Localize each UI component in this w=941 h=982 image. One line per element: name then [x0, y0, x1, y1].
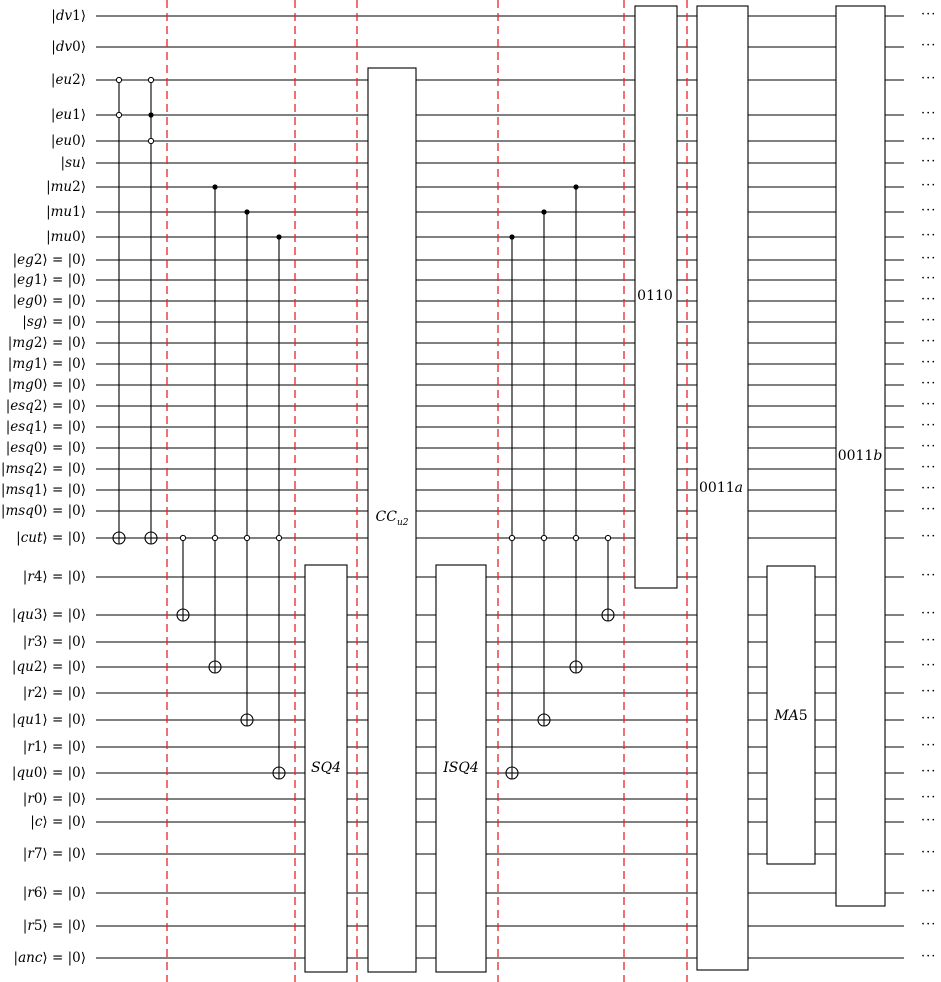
- gate-0011b-num: 0011: [837, 448, 874, 464]
- continuation-dots: ···: [921, 813, 937, 828]
- wire-label-eg0: |eg0⟩ = |0⟩: [12, 293, 86, 309]
- controlled-ops: [113, 77, 614, 779]
- wire-label-mg0: |mg0⟩ = |0⟩: [7, 377, 86, 393]
- wire-label-eg1: |eg1⟩ = |0⟩: [12, 272, 86, 288]
- controlled-op-7: [506, 234, 518, 779]
- target-xor: [177, 609, 189, 621]
- controlled-op-6: [273, 234, 285, 779]
- wire-label-r5: |r5⟩ = |0⟩: [22, 918, 86, 934]
- gate-ccu2-label: [376, 509, 409, 531]
- control-dot-filled: [509, 234, 514, 239]
- wire-label-dv1: |dv1⟩: [51, 8, 86, 24]
- target-xor: [209, 661, 221, 673]
- gate-0011a-label: [699, 480, 743, 496]
- control-dot-open: [116, 112, 121, 117]
- continuation-dots: ···: [921, 313, 937, 328]
- continuation-dots: ···: [921, 949, 937, 964]
- continuation-dots: ···: [921, 738, 937, 753]
- continuation-dots: ···: [921, 764, 937, 779]
- wire-label-sg: |sg⟩ = |0⟩: [22, 314, 86, 330]
- control-dot-filled: [148, 112, 153, 117]
- wire-label-mu0: |mu0⟩: [46, 229, 86, 245]
- wire-label-mg1: |mg1⟩ = |0⟩: [7, 356, 86, 372]
- gate-isq4-label: ISQ4: [443, 760, 479, 776]
- continuation-dots: ···: [921, 397, 937, 412]
- wire-label-su: |su⟩: [60, 155, 86, 171]
- wire-label-esq0: |esq0⟩ = |0⟩: [5, 440, 86, 456]
- continuation-dots: ···: [921, 355, 937, 370]
- target-xor: [506, 767, 518, 779]
- target-xor: [273, 767, 285, 779]
- gate-boxes: [305, 6, 885, 972]
- gate-0011b-suffix: b: [873, 448, 883, 464]
- continuation-dots: ···: [921, 334, 937, 349]
- continuation-dots: ···: [921, 251, 937, 266]
- continuation-dots: ···: [921, 845, 937, 860]
- target-xor: [570, 661, 582, 673]
- wire-label-r6: |r6⟩ = |0⟩: [22, 885, 86, 901]
- continuation-dots: ···: [921, 633, 937, 648]
- controlled-op-9: [570, 184, 582, 673]
- control-dot-open: [509, 535, 514, 540]
- control-dot-open: [148, 138, 153, 143]
- controlled-op-2: [145, 77, 157, 544]
- gate-0011a-suffix: a: [734, 480, 743, 496]
- gate-sq4-label: SQ4: [311, 760, 341, 776]
- target-xor: [602, 609, 614, 621]
- controlled-op-3: [177, 535, 189, 621]
- continuation-dots: ···: [921, 711, 937, 726]
- wire-label-esq1: |esq1⟩ = |0⟩: [5, 419, 86, 435]
- controlled-op-5: [241, 209, 253, 726]
- continuation-dots: ···: [921, 178, 937, 193]
- wire-label-qu0: |qu0⟩ = |0⟩: [11, 765, 86, 781]
- continuation-dots: ···: [921, 606, 937, 621]
- continuation-dots: ···: [921, 418, 937, 433]
- control-dot-open: [276, 535, 281, 540]
- gate-ccu2-base: CC: [375, 509, 397, 526]
- wire-label-msq1: |msq1⟩ = |0⟩: [0, 482, 86, 498]
- wire-label-eg2: |eg2⟩ = |0⟩: [12, 252, 86, 268]
- wire-label-mu2: |mu2⟩: [46, 179, 86, 195]
- wire-label-dv0: |dv0⟩: [51, 39, 86, 55]
- wire-label-eu0: |eu0⟩: [50, 133, 86, 149]
- continuation-dots: ···: [921, 684, 937, 699]
- continuation-dots: ···: [921, 7, 937, 22]
- gate-ccu2-sub: u2: [396, 517, 409, 528]
- continuation-dots: ···: [921, 71, 937, 86]
- wire-label-cut: |cut⟩ = |0⟩: [16, 530, 86, 546]
- wire-label-r7: |r7⟩ = |0⟩: [22, 846, 86, 862]
- wire-label-r2: |r2⟩ = |0⟩: [22, 685, 86, 701]
- control-dot-filled: [244, 209, 249, 214]
- gate-ma5-label: [774, 708, 807, 724]
- continuation-dots: ···: [921, 658, 937, 673]
- wire-label-c: |c⟩ = |0⟩: [30, 814, 86, 830]
- wire-label-eu1: |eu1⟩: [50, 107, 86, 123]
- target-xor: [241, 714, 253, 726]
- wire-label-r4: |r4⟩ = |0⟩: [22, 569, 86, 585]
- control-dot-open: [212, 535, 217, 540]
- control-dot-open: [148, 77, 153, 82]
- controlled-op-1: [113, 77, 125, 544]
- continuation-dots: ···: [921, 790, 937, 805]
- wire-label-qu2: |qu2⟩ = |0⟩: [11, 659, 86, 675]
- continuation-dots: ···: [921, 917, 937, 932]
- continuation-dots: ···: [921, 106, 937, 121]
- control-dot-filled: [573, 184, 578, 189]
- wire-label-qu3: |qu3⟩ = |0⟩: [11, 607, 86, 623]
- control-dot-open: [605, 535, 610, 540]
- continuation-dots: ···: [921, 132, 937, 147]
- continuation-dots: ···: [921, 460, 937, 475]
- target-xor: [538, 714, 550, 726]
- gate-0110-label: 0110: [637, 288, 673, 304]
- continuation-dots: ···: [921, 292, 937, 307]
- wire-label-msq2: |msq2⟩ = |0⟩: [0, 461, 86, 477]
- wire-label-mg2: |mg2⟩ = |0⟩: [7, 335, 86, 351]
- control-dot-open: [541, 535, 546, 540]
- wire-label-eu2: |eu2⟩: [50, 72, 86, 88]
- target-xor: [113, 532, 125, 544]
- wire-label-r0: |r0⟩ = |0⟩: [22, 791, 86, 807]
- wire-label-r1: |r1⟩ = |0⟩: [22, 739, 86, 755]
- continuation-dots: ···: [921, 884, 937, 899]
- wire-label-qu1: |qu1⟩ = |0⟩: [11, 712, 86, 728]
- continuation-dots: ···: [921, 203, 937, 218]
- wire-label-esq2: |esq2⟩ = |0⟩: [5, 398, 86, 414]
- target-xor: [145, 532, 157, 544]
- continuation-dots: ···: [921, 38, 937, 53]
- continuation-dots: ···: [921, 154, 937, 169]
- control-dot-filled: [212, 184, 217, 189]
- gate-0011b-label: [838, 448, 883, 464]
- wire-label-msq0: |msq0⟩ = |0⟩: [0, 503, 86, 519]
- gate-ma5-num: 5: [798, 708, 808, 724]
- continuation-dots: ···: [921, 568, 937, 583]
- wire-label-r3: |r3⟩ = |0⟩: [22, 634, 86, 650]
- controlled-op-10: [602, 535, 614, 621]
- control-dot-filled: [541, 209, 546, 214]
- controlled-op-8: [538, 209, 550, 726]
- continuation-dots: ···: [921, 529, 937, 544]
- continuation-dots: ···: [921, 376, 937, 391]
- controlled-op-4: [209, 184, 221, 673]
- continuation-dots: ···: [921, 228, 937, 243]
- continuation-dots: ···: [921, 439, 937, 454]
- control-dot-open: [573, 535, 578, 540]
- control-dot-open: [180, 535, 185, 540]
- wire-label-mu1: |mu1⟩: [46, 204, 86, 220]
- control-dot-filled: [276, 234, 281, 239]
- continuation-dots: ···: [921, 481, 937, 496]
- control-dot-open: [244, 535, 249, 540]
- wire-label-anc: |anc⟩ = |0⟩: [13, 950, 86, 966]
- control-dot-open: [116, 77, 121, 82]
- gate-0011a-num: 0011: [699, 480, 735, 496]
- barriers: [167, 0, 687, 982]
- continuation-dots: ···: [921, 271, 937, 286]
- continuation-dots: ···: [921, 502, 937, 517]
- gate-ma5-letters: MA: [774, 708, 799, 724]
